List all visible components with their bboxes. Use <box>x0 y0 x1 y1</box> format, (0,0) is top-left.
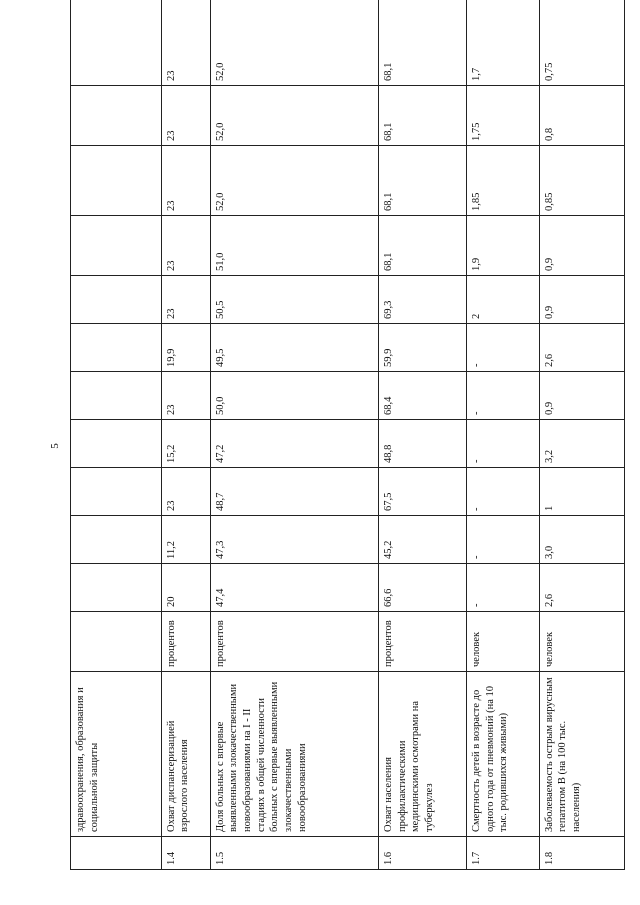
value-cell: 15,2 <box>161 420 210 468</box>
value-cell: - <box>467 468 539 516</box>
row-number: 1.6 <box>379 837 467 870</box>
indicators-table <box>70 0 625 870</box>
value-cell: 23 <box>161 372 210 420</box>
table-row <box>379 0 467 870</box>
value-cell: 0,85 <box>539 146 624 216</box>
indicator-name: Охват населения профилактическими медицинскими осмотрами на туберкулез <box>379 672 467 837</box>
value-cell: 69,3 <box>379 276 467 324</box>
value-cell: 1,75 <box>467 86 539 146</box>
value-cell: 67,5 <box>379 468 467 516</box>
table-row <box>210 0 378 870</box>
row-number: 1.7 <box>467 837 539 870</box>
value-cell: - <box>467 564 539 612</box>
value-cell: 1 <box>539 468 624 516</box>
value-cell <box>71 276 162 324</box>
row-number: 1.5 <box>210 837 378 870</box>
value-cell: 23 <box>161 0 210 86</box>
value-cell: 1,7 <box>467 0 539 86</box>
unit-cell <box>71 612 162 672</box>
value-cell: 11,2 <box>161 516 210 564</box>
value-cell: 0,75 <box>539 0 624 86</box>
value-cell <box>71 146 162 216</box>
table-row <box>71 0 162 870</box>
value-cell: 50,0 <box>210 372 378 420</box>
indicator-name: Доля больных с впервые выявленными злокачественными новообразованиями на I - II стадиях в общей численности больных с впервые выявленными злокачественными новообразованиями <box>210 672 378 837</box>
value-cell: - <box>467 324 539 372</box>
value-cell: 50,5 <box>210 276 378 324</box>
value-cell <box>71 216 162 276</box>
row-number: 1.4 <box>161 837 210 870</box>
value-cell: 3,0 <box>539 516 624 564</box>
value-cell <box>71 86 162 146</box>
value-cell: 52,0 <box>210 86 378 146</box>
unit-cell: процентов <box>210 612 378 672</box>
value-cell: 68,1 <box>379 146 467 216</box>
value-cell <box>71 372 162 420</box>
unit-cell: процентов <box>161 612 210 672</box>
value-cell <box>71 420 162 468</box>
value-cell: 2 <box>467 276 539 324</box>
value-cell: 20 <box>161 564 210 612</box>
unit-cell: человек <box>539 612 624 672</box>
value-cell: 47,3 <box>210 516 378 564</box>
value-cell: 1,9 <box>467 216 539 276</box>
value-cell: 45,2 <box>379 516 467 564</box>
value-cell: 49,5 <box>210 324 378 372</box>
unit-cell: человек <box>467 612 539 672</box>
value-cell <box>71 0 162 86</box>
indicator-name: здравоохранения, образования и социальной защиты <box>71 672 162 837</box>
value-cell: 47,4 <box>210 564 378 612</box>
table-body <box>71 0 625 870</box>
page-number: 5 <box>48 443 61 449</box>
value-cell: - <box>467 420 539 468</box>
value-cell: 2,6 <box>539 324 624 372</box>
value-cell: 23 <box>161 276 210 324</box>
value-cell: 52,0 <box>210 0 378 86</box>
table-row <box>467 0 539 870</box>
value-cell: 0,9 <box>539 216 624 276</box>
value-cell: 23 <box>161 86 210 146</box>
value-cell: 47,2 <box>210 420 378 468</box>
value-cell: 0,9 <box>539 276 624 324</box>
value-cell: 0,8 <box>539 86 624 146</box>
value-cell: 68,1 <box>379 86 467 146</box>
value-cell: 1,85 <box>467 146 539 216</box>
value-cell: 3,2 <box>539 420 624 468</box>
value-cell: 51,0 <box>210 216 378 276</box>
value-cell: 23 <box>161 468 210 516</box>
value-cell: 23 <box>161 146 210 216</box>
value-cell: 59,9 <box>379 324 467 372</box>
indicator-name: Смертность детей в возрасте до одного года от пневмоний (на 10 тыс. родившихся живыми) <box>467 672 539 837</box>
value-cell: 68,4 <box>379 372 467 420</box>
unit-cell: процентов <box>379 612 467 672</box>
value-cell: 19,9 <box>161 324 210 372</box>
row-number: 1.8 <box>539 837 624 870</box>
value-cell: 68,1 <box>379 0 467 86</box>
value-cell: - <box>467 516 539 564</box>
indicator-name: Заболеваемость острым вирусным гепатитом В (на 100 тыс. населения) <box>539 672 624 837</box>
value-cell <box>71 564 162 612</box>
value-cell <box>71 468 162 516</box>
rotated-table-container <box>70 50 625 870</box>
value-cell: 66,6 <box>379 564 467 612</box>
row-number <box>71 837 162 870</box>
value-cell <box>71 516 162 564</box>
table-row <box>539 0 624 870</box>
value-cell <box>71 324 162 372</box>
value-cell: 0,9 <box>539 372 624 420</box>
table-row <box>161 0 210 870</box>
value-cell: 2,6 <box>539 564 624 612</box>
value-cell: 23 <box>161 216 210 276</box>
value-cell: 68,1 <box>379 216 467 276</box>
value-cell: 48,7 <box>210 468 378 516</box>
value-cell: 48,8 <box>379 420 467 468</box>
value-cell: - <box>467 372 539 420</box>
value-cell: 52,0 <box>210 146 378 216</box>
indicator-name: Охват диспансеризацией взрослого населения <box>161 672 210 837</box>
